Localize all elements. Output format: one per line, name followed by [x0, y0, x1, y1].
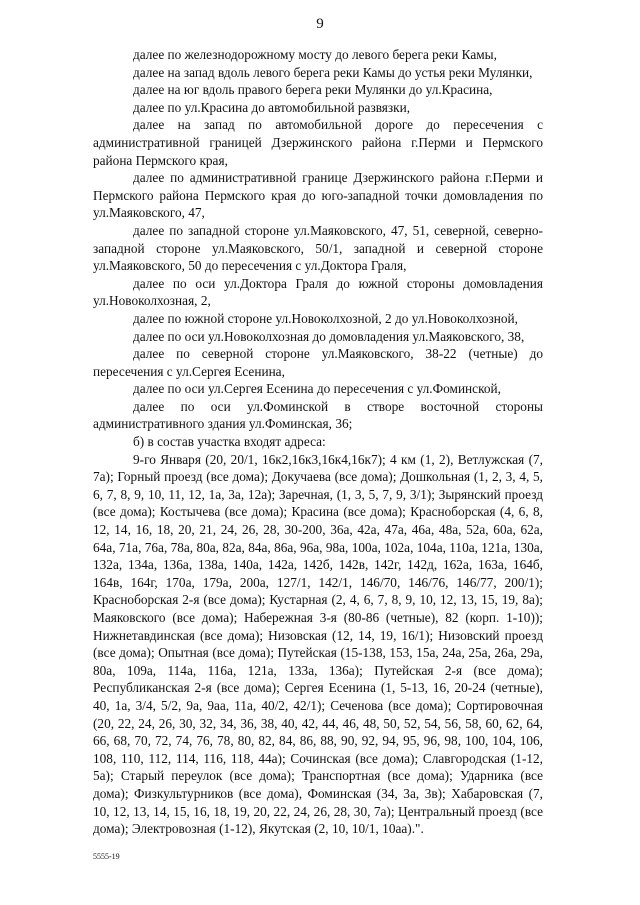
paragraph: далее на запад по автомобильной дороге до пересечения с административной границей Дзержинского района г.Перми и Пермского района Пермского края,	[93, 117, 543, 168]
document-body	[93, 46, 543, 838]
document-code: 5555-19	[93, 852, 120, 861]
paragraph: далее по оси ул.Доктора Граля до южной стороны домовладения ул.Новоколхозная, 2,	[93, 275, 543, 309]
address-list-paragraph: 9-го Января (20, 20/1, 16к2,16к3,16к4,16к7); 4 км (1, 2), Ветлужская (7, 7а); Горный проезд (все дома); Докучаева (все дома); Дошкольная (1, 2, 3, 4, 5, 6, 7, 8, 9, 10, 11, 12, 1а, 3а, 12а); Заречная, (1, 3, 5, 7, 9, 3/1); Зырянский проезд (все дома); Костычева (все дома); Красина (все дома); Красноборская (4, 6, 8, 12, 14, 16, 18, 20, 21, 24, 26, 28, 30-200, 36а, 42а, 47а, 46а, 48а, 52а, 60а, 62а, 64а, 71а, 76а, 78а, 80а, 82а, 84а, 86а, 96а, 98а, 100а, 102а, 104а, 110а, 121а, 130а, 132а, 134а, 136а, 138а, 140а, 142а, 142б, 142в, 142г, 142д, 162а, 163а, 164б, 164в, 164г, 170а, 179а, 200а, 127/1, 142/1, 146/70, 146/76, 146/77, 200/1); Красноборская 2-я (все дома); Кустарная (2, 4, 6, 7, 8, 9, 10, 12, 13, 15, 19, 8а); Маяковского (все дома); Набережная 3-я (80-86 (четные), 82 (корп. 1-10)); Нижнетавдинская (все дома); Низовская (12, 14, 19, 16/1); Низовский проезд (все дома); Опытная (все дома); Путейская (15-138, 153, 15а, 24а, 25а, 26а, 29а, 80а, 109а, 114а, 116а, 121а, 133а, 136а); Путейская 2-я (все дома); Республиканская 2-я (все дома); Сергея Есенина (1, 5-13, 16, 20-24 (четные), 40, 1а, 3/4, 5/2, 9а, 9аа, 11а, 40/2, 42/1); Сеченова (все дома); Сортировочная (20, 22, 24, 26, 30, 32, 34, 36, 38, 40, 42, 44, 46, 48, 50, 52, 54, 56, 58, 60, 62, 64, 66, 68, 70, 72, 74, 76, 78, 80, 82, 84, 86, 88, 90, 92, 94, 95, 96, 98, 100, 104, 106, 108, 110, 112, 114, 116, 118, 44а); Сочинская (все дома); Славгородская (1-12, 5а); Старый переулок (все дома); Транспортная (все дома); Ударника (все дома); Физкультурников (все дома), Фоминская (34, 3а, 3в); Хабаровская (7, 10, 12, 13, 14, 15, 16, 18, 19, 20, 22, 24, 26, 28, 30, 7а); Центральный проезд (все дома); Электровозная (1-12), Якутская (2, 10, 10/1, 10аа).".	[93, 451, 543, 837]
page-number: 9	[316, 16, 324, 32]
paragraph: далее по оси ул.Сергея Есенина до пересечения с ул.Фоминской,	[133, 381, 501, 397]
paragraph: далее по южной стороне ул.Новоколхозной, 2 до ул.Новоколхозной,	[133, 310, 518, 326]
paragraph: далее по железнодорожному мосту до левого берега реки Камы,	[133, 47, 497, 62]
paragraph: далее по оси ул.Фоминской в створе восточной стороны административного здания ул.Фоминская, 36;	[93, 398, 543, 432]
paragraph: далее по оси ул.Новоколхозная до домовладения ул.Маяковского, 38,	[133, 328, 525, 344]
paragraph: далее по западной стороне ул.Маяковского, 47, 51, северной, северно-западной стороне ул.Маяковского, 50/1, западной и северной стороне ул.Маяковского, 50 до пересечения с ул.Доктора Граля,	[93, 222, 543, 274]
paragraph: далее по ул.Красина до автомобильной развязки,	[133, 99, 411, 115]
paragraph: б) в состав участка входят адреса:	[133, 434, 326, 450]
paragraph: далее на запад вдоль левого берега реки Камы до устья реки Мулянки,	[133, 64, 533, 80]
paragraph: далее по северной стороне ул.Маяковского, 38-22 (четные) до пересечения с ул.Сергея Есенина,	[93, 346, 543, 379]
paragraph: далее на юг вдоль правого берега реки Мулянки до ул.Красина,	[133, 82, 493, 98]
paragraph: далее по административной границе Дзержинского района г.Перми и Пермского района Пермского края до юго-западной точки домовладения по ул.Маяковского, 47,	[93, 170, 543, 221]
